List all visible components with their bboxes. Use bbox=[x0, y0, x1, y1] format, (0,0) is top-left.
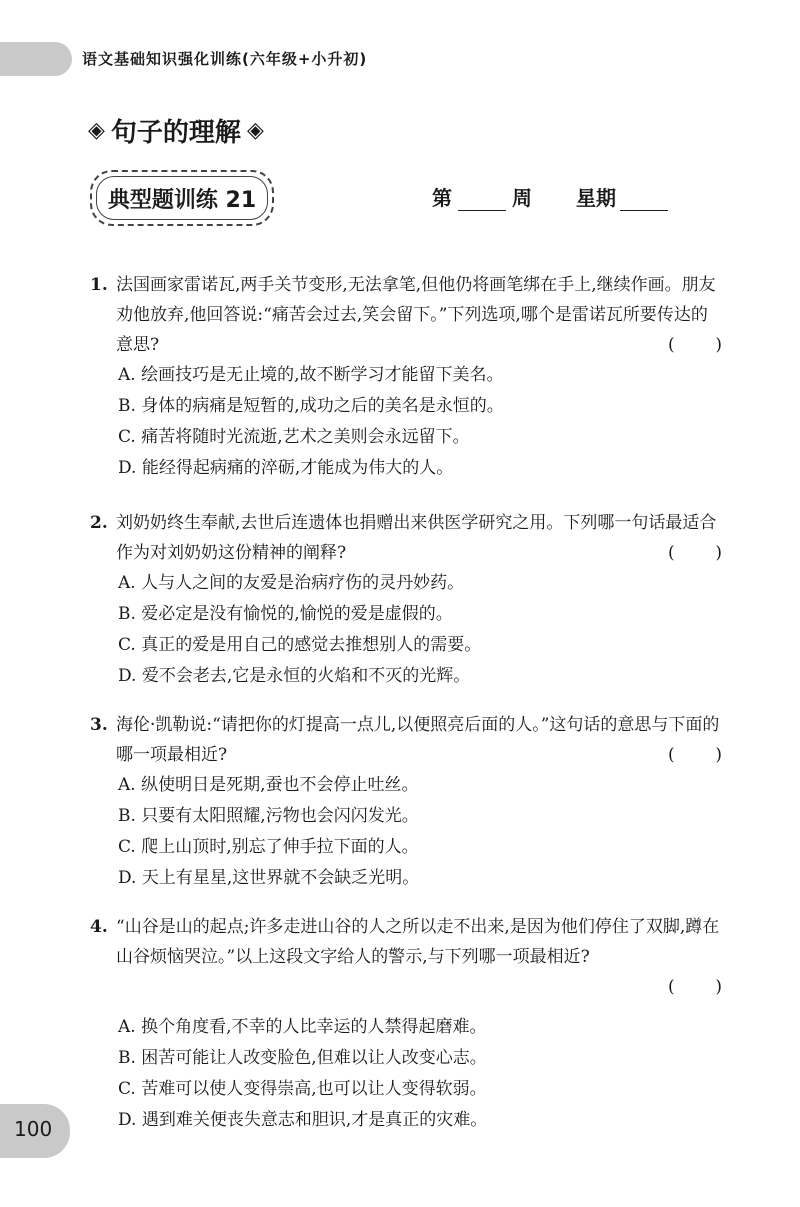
section-title bbox=[88, 112, 264, 149]
option-c: C. 爬上山顶时,别忘了伸手拉下面的人。 bbox=[118, 837, 419, 857]
question-stem: “山谷是山的起点;许多走进山谷的人之所以走不出来,是因为他们停住了双脚,蹲在山谷烦恼哭泣。”以上这段文字给人的警示,与下列哪一项最相近? bbox=[116, 917, 720, 967]
page-number: 100 bbox=[14, 1117, 53, 1141]
option-d: D. 遇到难关便丧失意志和胆识,才是真正的灾难。 bbox=[118, 1110, 488, 1130]
header-tab bbox=[0, 42, 72, 76]
week-line bbox=[432, 182, 668, 211]
training-badge bbox=[90, 170, 274, 226]
answer-parentheses[interactable]: ( ) bbox=[668, 745, 722, 765]
question-number: 3. bbox=[90, 715, 108, 735]
option-b: B. 只要有太阳照耀,污物也会闪闪发光。 bbox=[118, 806, 419, 826]
option-a: A. 人与人之间的友爱是治病疗伤的灵丹妙药。 bbox=[118, 573, 465, 593]
week-prefix: 第 bbox=[432, 186, 452, 210]
answer-parentheses[interactable]: ( ) bbox=[668, 543, 722, 563]
option-d: D. 天上有星星,这世界就不会缺乏光明。 bbox=[118, 868, 420, 888]
answer-parentheses[interactable]: ( ) bbox=[668, 335, 722, 355]
section-title-text: 句子的理解 bbox=[110, 118, 241, 148]
option-b: B. 身体的病痛是短暂的,成功之后的美名是永恒的。 bbox=[118, 396, 504, 416]
question-3 bbox=[90, 710, 722, 894]
question-stem: 法国画家雷诺瓦,两手关节变形,无法拿笔,但他仍将画笔绑在手上,继续作画。朋友劝他放弃,他回答说:“痛苦会过去,笑会留下。”下列选项,哪个是雷诺瓦所要传达的意思? ( ) bbox=[116, 270, 722, 360]
diamond-icon: ◈ bbox=[246, 118, 264, 143]
answer-parentheses[interactable]: ( ) bbox=[668, 977, 722, 997]
question-2 bbox=[90, 508, 722, 692]
option-d: D. 爱不会老去,它是永恒的火焰和不灭的光辉。 bbox=[118, 666, 471, 686]
question-1 bbox=[90, 270, 722, 484]
option-c: C. 真正的爱是用自己的感觉去推想别人的需要。 bbox=[118, 635, 482, 655]
option-a: A. 绘画技巧是无止境的,故不断学习才能留下美名。 bbox=[118, 365, 504, 385]
option-b: B. 困苦可能让人改变脸色,但难以让人改变心志。 bbox=[118, 1048, 487, 1068]
book-title: 语文基础知识强化训练(六年级+小升初) bbox=[82, 50, 368, 68]
week-blank[interactable] bbox=[458, 186, 506, 211]
option-a: A. 换个角度看,不幸的人比幸运的人禁得起磨难。 bbox=[118, 1017, 487, 1037]
option-c: C. 苦难可以使人变得崇高,也可以让人变得软弱。 bbox=[118, 1079, 487, 1099]
question-number: 2. bbox=[90, 513, 108, 533]
question-stem: 海伦·凯勒说:“请把你的灯提高一点儿,以便照亮后面的人。”这句话的意思与下面的哪一项最相近? ( ) bbox=[116, 710, 722, 770]
weekday-blank[interactable] bbox=[620, 186, 668, 211]
question-4 bbox=[90, 912, 722, 1136]
question-number: 1. bbox=[90, 275, 108, 295]
option-c: C. 痛苦将随时光流逝,艺术之美则会永远留下。 bbox=[118, 427, 470, 447]
weekday-label: 星期 bbox=[576, 186, 616, 210]
option-a: A. 纵使明日是死期,蚕也不会停止吐丝。 bbox=[118, 775, 419, 795]
option-d: D. 能经得起病痛的淬砺,才能成为伟大的人。 bbox=[118, 458, 454, 478]
question-stem: 刘奶奶终生奉献,去世后连遗体也捐赠出来供医学研究之用。下列哪一句话最适合作为对刘奶奶这份精神的阐释? ( ) bbox=[116, 508, 722, 568]
diamond-icon: ◈ bbox=[88, 118, 105, 143]
week-label: 周 bbox=[512, 186, 532, 210]
question-number: 4. bbox=[90, 917, 108, 937]
option-b: B. 爱必定是没有愉悦的,愉悦的爱是虚假的。 bbox=[118, 604, 453, 624]
badge-label: 典型题训练 21 bbox=[107, 187, 257, 213]
answer-row bbox=[116, 972, 722, 1002]
